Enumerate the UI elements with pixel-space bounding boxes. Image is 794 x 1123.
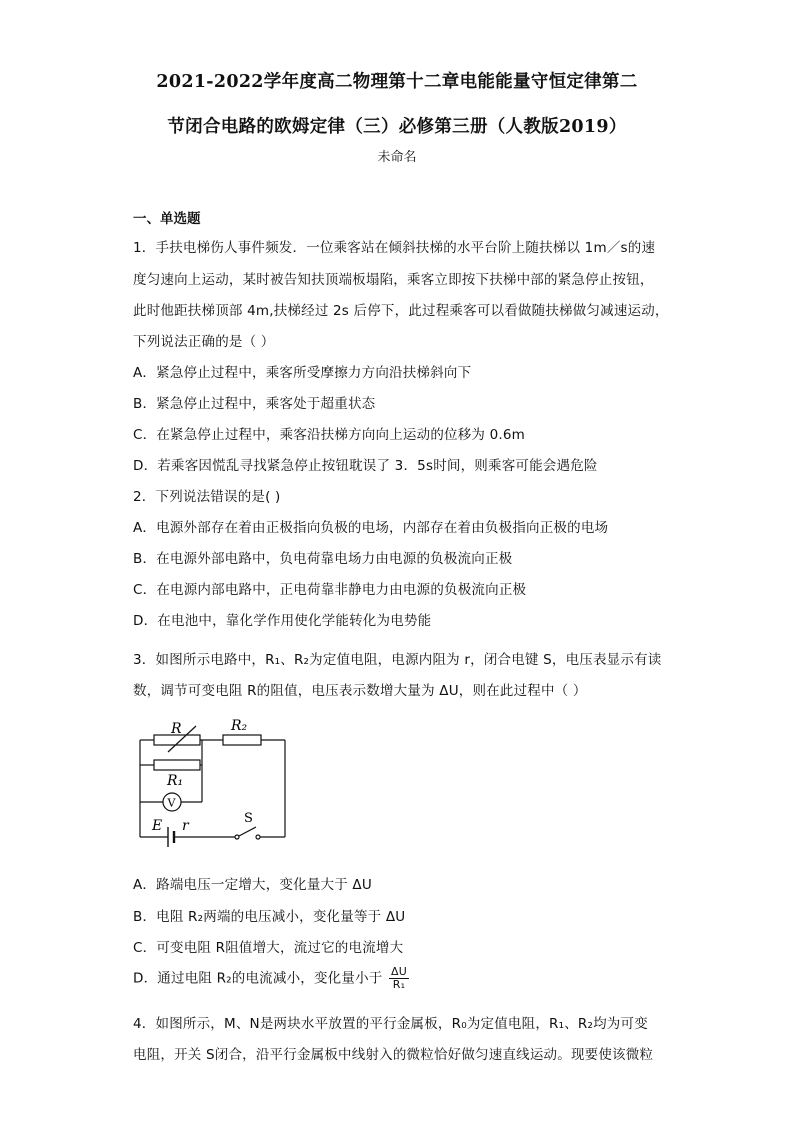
- question-1-line-4: 下列说法正确的是（ ）: [133, 334, 275, 350]
- fraction-numerator: ΔU: [390, 965, 407, 978]
- question-1-line-2: 度匀速向上运动，某时被告知扶顶端板塌陷，乘客立即按下扶梯中部的紧急停止按钮，: [133, 272, 654, 288]
- label-r1: R₁: [167, 773, 184, 789]
- label-voltmeter: V: [167, 796, 176, 810]
- label-r2: R₂: [231, 718, 248, 734]
- question-2-stem: 2．下列说法错误的是( ): [133, 489, 281, 505]
- document-subtitle: 未命名: [377, 150, 417, 165]
- switch-left-contact: [235, 835, 239, 839]
- question-3-option-b: B．电阻 R₂两端的电压减小，变化量等于 ΔU: [133, 909, 406, 925]
- switch-blade: [239, 827, 256, 836]
- label-internal-resistance: r: [182, 818, 189, 834]
- label-r: R: [171, 721, 182, 737]
- question-4-line-2: 电阻，开关 S闭合，沿平行金属板中线射入的微粒恰好做匀速直线运动。现要使该微粒: [133, 1047, 654, 1063]
- label-emf: E: [152, 818, 163, 834]
- question-3-line-1: 3．如图所示电路中，R₁、R₂为定值电阻，电源内阻为 r，闭合电键 S，电压表显示有读: [133, 652, 662, 668]
- question-1-line-3: 此时他距扶梯顶部 4m,扶梯经过 2s 后停下，此过程乘客可以看做随扶梯做匀减速运动，: [133, 303, 669, 319]
- label-switch: S: [244, 811, 253, 826]
- question-1-option-c: C．在紧急停止过程中，乘客沿扶梯方向向上运动的位移为 0.6m: [133, 427, 526, 443]
- section-heading: 一、单选题: [133, 211, 201, 227]
- question-3-option-d-row: [133, 966, 409, 991]
- question-1-option-d: D．若乘客因慌乱寻找紧急停止按钮耽误了 3．5s时间，则乘客可能会遇危险: [133, 458, 598, 474]
- resistor-r1: [154, 760, 200, 770]
- question-2-option-a: A．电源外部存在着由正极指向负极的电场，内部存在着由负极指向正极的电场: [133, 520, 609, 536]
- switch-right-contact: [256, 835, 260, 839]
- question-2-option-b: B．在电源外部电路中，负电荷靠电场力由电源的负极流向正极: [133, 551, 513, 567]
- question-4-line-1: 4．如图所示，M、N是两块水平放置的平行金属板，R₀为定值电阻，R₁、R₂均为可变: [133, 1016, 648, 1032]
- resistor-r2: [223, 735, 261, 745]
- question-1-line-1: 1．手扶电梯伤人事件频发．一位乘客站在倾斜扶梯的水平台阶上随扶梯以 1m／s的速: [133, 240, 656, 256]
- question-3-option-c: C．可变电阻 R阻值增大，流过它的电流增大: [133, 940, 404, 956]
- fraction-denominator: R₁: [392, 978, 406, 991]
- document-title-line-2: 节闭合电路的欧姆定律（三）必修第三册（人教版2019）: [167, 117, 627, 137]
- question-1-option-b: B．紧急停止过程中，乘客处于超重状态: [133, 396, 376, 412]
- fraction-delta-u-over-r1: [389, 966, 409, 991]
- question-3-option-a: A．路端电压一定增大，变化量大于 ΔU: [133, 877, 372, 893]
- question-2-option-d: D．在电池中，靠化学作用使化学能转化为电势能: [133, 613, 432, 629]
- document-title-line-1: 2021-2022学年度高二物理第十二章电能能量守恒定律第二: [156, 72, 638, 92]
- question-1-option-a: A．紧急停止过程中，乘客所受摩擦力方向沿扶梯斜向下: [133, 365, 472, 381]
- question-3-line-2: 数，调节可变电阻 R的阻值，电压表示数增大量为 ΔU，则在此过程中（ ）: [133, 683, 587, 699]
- question-3-option-d: D．通过电阻 R₂的电流减小，变化量小于: [133, 970, 383, 987]
- question-2-option-c: C．在电源内部电路中，正电荷靠非静电力由电源的负极流向正极: [133, 582, 527, 598]
- circuit-diagram: [130, 712, 300, 847]
